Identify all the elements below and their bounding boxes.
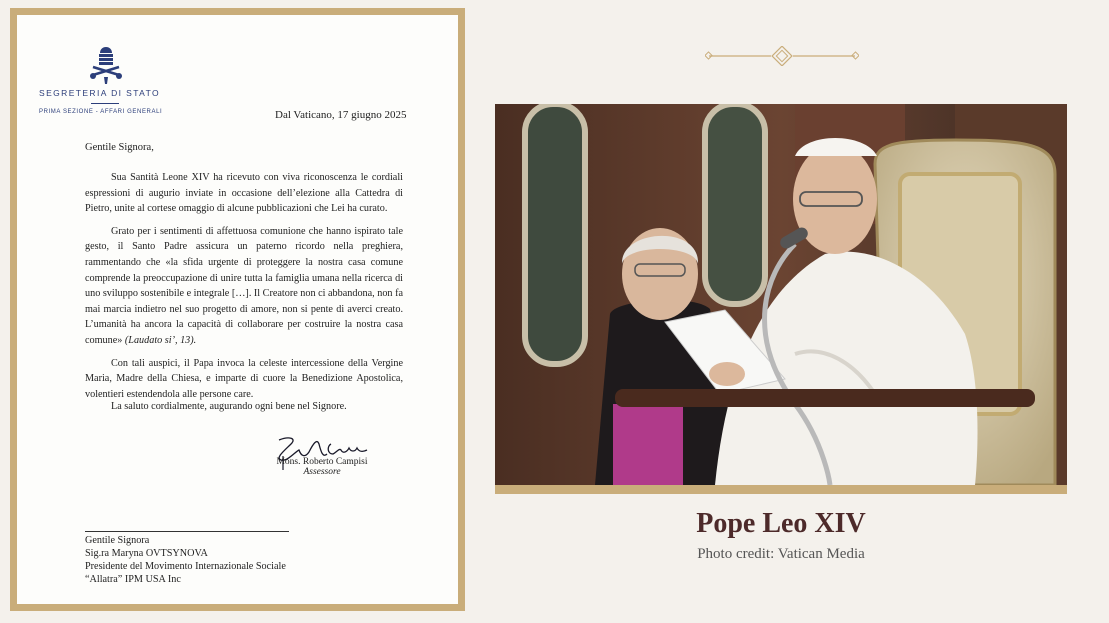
paragraph: Grato per i sentimenti di affettuosa comunione che hanno ispirato tale gesto, il Santo Padre assicura un paterno ricordo nella preghiera, rammentando che «la sfida urgente di proteggere la nostra casa comune comprende la preoccupazione di unire tutta la famiglia umana nella ricerca di uno sviluppo sostenibile e integrale […]. Il Creatore non ci abbandona, non fa mai marcia indietro nel suo progetto di amore, non si pente di averci creato. L’umanità ha ancora la capacità di collaborare per costruire la nostra casa comune» (Laudato si’, 13). — [85, 225, 403, 346]
office-section: PRIMA SEZIONE - AFFARI GENERALI — [39, 109, 163, 115]
signer — [267, 457, 377, 477]
address-line: Sig.ra Maryna OVTSYNOVA — [85, 548, 208, 559]
salutation: Gentile Signora, — [85, 142, 154, 153]
address-line: Presidente del Movimento Internazionale Sociale — [85, 561, 286, 572]
signer-name: Mons. Roberto Campisi — [276, 457, 368, 467]
paragraph: Con tali auspici, il Papa invoca la celeste intercessione della Vergine Maria, Madre della Chiesa, e imparte di cuore la Benedizione Apostolica, volentieri estendendola alle persone care. — [85, 357, 403, 400]
letter-frame — [10, 8, 465, 611]
photo-credit: Photo credit: Vatican Media — [697, 546, 865, 562]
pope-photo — [495, 104, 1067, 485]
vatican-letter — [17, 15, 458, 604]
recipient-address — [85, 534, 286, 586]
diamond-ornament-icon — [705, 46, 859, 66]
address-line: “Allatra” IPM USA Inc — [85, 574, 181, 585]
letter-body — [85, 170, 403, 409]
papal-crest-icon — [89, 45, 123, 85]
address-line: Gentile Signora — [85, 535, 150, 546]
dateline: Dal Vaticano, 17 giugno 2025 — [275, 109, 407, 121]
closing: La saluto cordialmente, augurando ogni bene nel Signore. — [111, 401, 347, 412]
photo-illustration — [495, 104, 1067, 485]
paragraph: Sua Santità Leone XIV ha ricevuto con viva riconoscenza le cordiali espressioni di augurio inviate in occasione dell’elezione alla Cattedra di Pietro, unite al cortese omaggio di alcune pubblicazioni che Lei ha curato. — [85, 172, 403, 215]
photo-caption-title: Pope Leo XIV — [696, 508, 866, 539]
letterhead-divider — [91, 103, 119, 104]
signer-role: Assessore — [303, 467, 341, 477]
office-name: SEGRETERIA DI STATO — [39, 88, 161, 98]
citation: (Laudato si’, 13). — [124, 334, 197, 346]
address-divider — [85, 531, 289, 532]
photo-gold-bar — [495, 485, 1067, 494]
